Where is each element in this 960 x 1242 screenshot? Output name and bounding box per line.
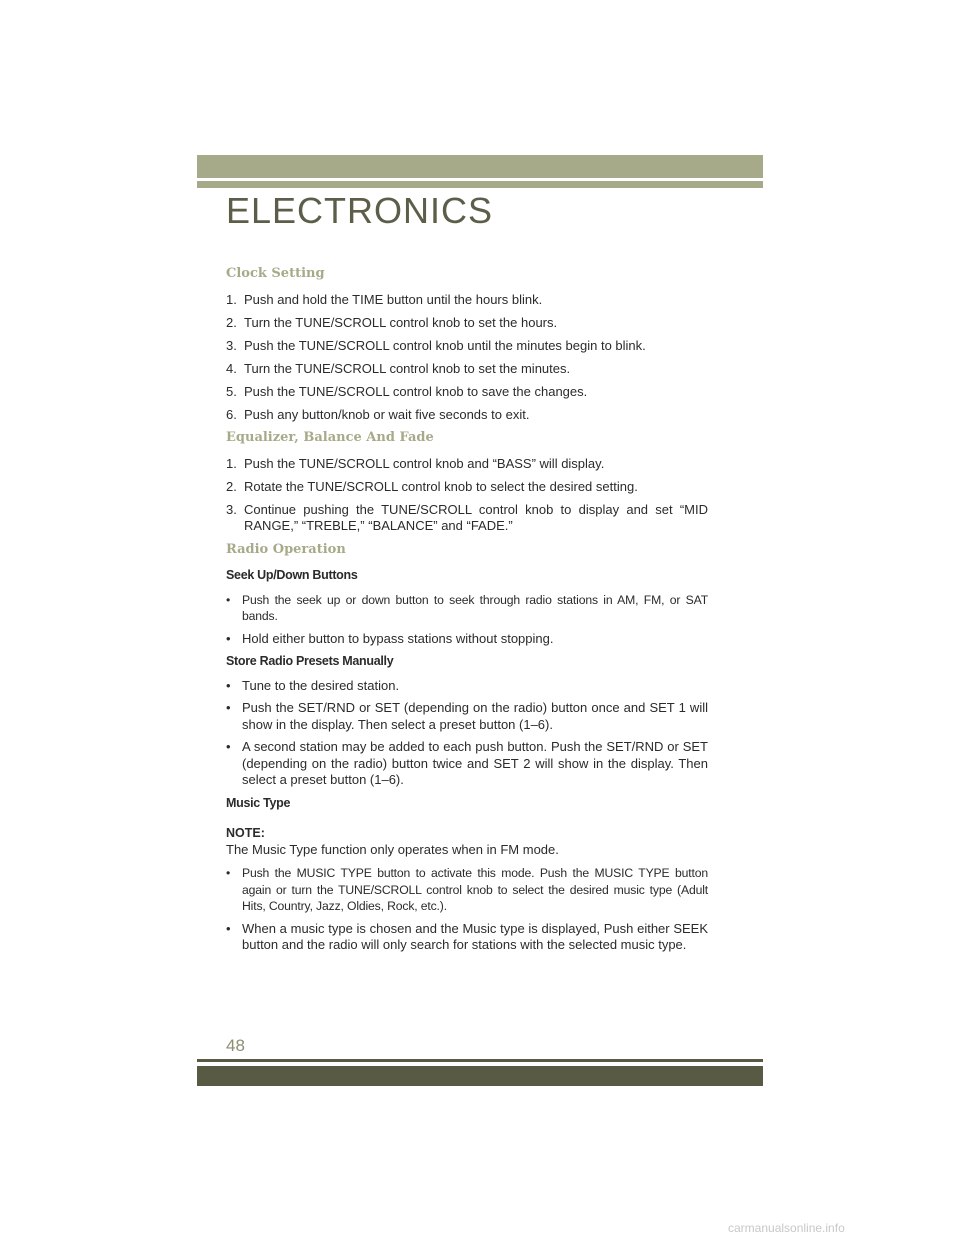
radio-operation-heading: Radio Operation <box>226 541 346 557</box>
step-text: Push and hold the TIME button until the hours blink. <box>244 291 543 307</box>
footer-band <box>197 1066 763 1086</box>
bullet-glyph: • <box>226 677 231 693</box>
bullet-glyph: • <box>226 592 231 607</box>
step-number: 3. <box>226 501 237 517</box>
bullet-glyph: • <box>226 700 231 715</box>
music-bullets-list <box>226 865 708 954</box>
step-number: 4. <box>226 360 237 376</box>
equalizer-steps-list <box>226 456 708 535</box>
step-text: Push any button/knob or wait five seconds to exit. <box>244 406 530 422</box>
list-item <box>226 456 708 473</box>
step-text: Continue pushing the TUNE/SCROLL control knob to display and set “MID RANGE,” “TREBLE,” “BALANCE” and “FADE.” <box>244 501 708 533</box>
step-number: 2. <box>226 478 237 494</box>
bullet-glyph: • <box>226 920 231 936</box>
bullet-text: When a music type is chosen and the Music type is displayed, Push either SEEK button and the radio will only search for stations with the selected music type. <box>242 920 708 952</box>
bullet-text: Hold either button to bypass stations without stopping. <box>242 630 554 646</box>
watermark: carmanualsonline.info <box>728 1221 845 1235</box>
list-item <box>226 338 708 355</box>
note-label: NOTE: <box>226 826 265 840</box>
step-text: Turn the TUNE/SCROLL control knob to set the hours. <box>244 314 558 330</box>
step-number: 5. <box>226 383 237 399</box>
step-number: 1. <box>226 455 237 471</box>
step-text: Rotate the TUNE/SCROLL control knob to select the desired setting. <box>244 478 638 494</box>
bullet-text: Push the MUSIC TYPE button to activate this mode. Push the MUSIC TYPE button again or turn the TUNE/SCROLL control knob to select the desired music type (Adult Hits, Country, Jazz, Oldies, Rock, etc.). <box>242 866 708 913</box>
bullet-text: Tune to the desired station. <box>242 677 400 693</box>
list-item <box>226 384 708 401</box>
store-presets-subheading: Store Radio Presets Manually <box>226 654 394 668</box>
section-title: ELECTRONICS <box>226 190 494 231</box>
list-item <box>226 631 708 648</box>
step-text: Push the TUNE/SCROLL control knob to save the changes. <box>244 383 588 399</box>
bullet-glyph: • <box>226 739 231 754</box>
bullet-text: Push the SET/RND or SET (depending on the radio) button once and SET 1 will show in the display. Then select a preset button (1–6). <box>242 700 708 732</box>
list-item <box>226 361 708 378</box>
list-item <box>226 700 708 733</box>
header-band <box>197 155 763 178</box>
step-number: 2. <box>226 314 237 330</box>
step-text: Push the TUNE/SCROLL control knob and “BASS” will display. <box>244 455 605 471</box>
bullet-glyph: • <box>226 630 231 646</box>
bullet-text: A second station may be added to each push button. Push the SET/RND or SET (depending on the radio) button twice and SET 2 will show in the display. Then select a preset button (1–6). <box>242 739 708 787</box>
list-item <box>226 592 708 625</box>
bullet-text: Push the seek up or down button to seek through radio stations in AM, FM, or SAT bands. <box>242 592 708 623</box>
list-item <box>226 921 708 954</box>
clock-setting-heading: Clock Setting <box>226 266 325 281</box>
list-item <box>226 292 708 309</box>
list-item <box>226 865 708 915</box>
step-text: Turn the TUNE/SCROLL control knob to set the minutes. <box>244 360 571 376</box>
step-number: 1. <box>226 291 237 307</box>
list-item <box>226 678 708 695</box>
list-item <box>226 315 708 332</box>
clock-steps-list <box>226 292 708 424</box>
header-rule <box>197 181 763 188</box>
note-text: The Music Type function only operates when in FM mode. <box>226 841 559 857</box>
step-number: 3. <box>226 337 237 353</box>
presets-bullets-list <box>226 678 708 789</box>
equalizer-heading: Equalizer, Balance And Fade <box>226 430 434 445</box>
page-number: 48 <box>226 1036 245 1055</box>
seek-bullets-list <box>226 592 708 648</box>
seek-buttons-subheading: Seek Up/Down Buttons <box>226 568 358 582</box>
list-item <box>226 479 708 496</box>
list-item <box>226 502 708 535</box>
list-item <box>226 739 708 789</box>
step-number: 6. <box>226 406 237 422</box>
page-content <box>226 266 708 960</box>
music-type-subheading: Music Type <box>226 795 291 810</box>
footer-rule <box>197 1059 763 1062</box>
bullet-glyph: • <box>226 866 231 880</box>
list-item <box>226 407 708 424</box>
step-text: Push the TUNE/SCROLL control knob until the minutes begin to blink. <box>244 337 646 353</box>
